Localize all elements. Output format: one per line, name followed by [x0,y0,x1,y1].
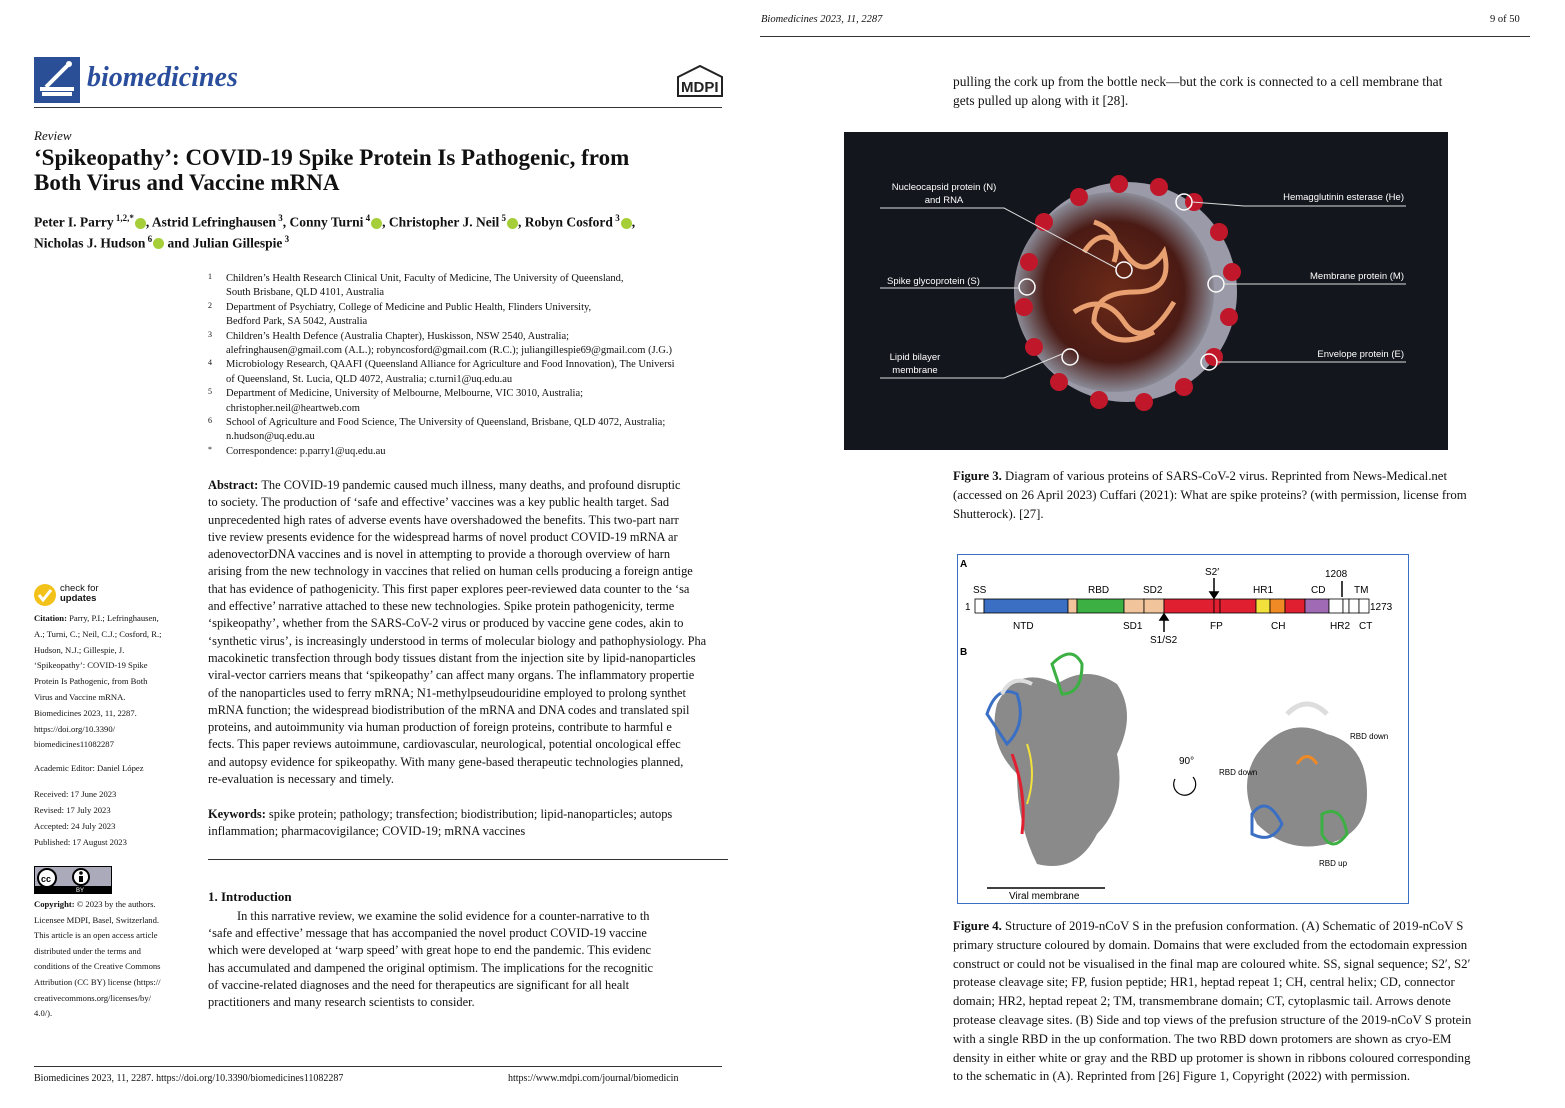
keywords-label: Keywords: [208,807,269,821]
label-hemagglutinin: Hemagglutinin esterase (He) [1283,192,1404,203]
footer-citation[interactable]: Biomedicines 2023, 11, 2287. https://doi.org/10.3390/biomedicines11082287 [34,1073,344,1084]
affiliation-text: Children’s Health Defence (Australia Chapter), Huskisson, NSW 2540, Australia; [226,330,570,342]
figure-4-spike-structure [957,554,1409,904]
intro-line: of vaccine-related diagnoses and the need for therapeutics are significant for all healt [208,977,630,992]
abstract-line: mRNA function; the widespread biodistribution of the mRNA and DNA codes and translated spil [208,702,690,717]
body-line: gets pulled up along with it [28]. [953,92,1129,108]
orcid-icon[interactable] [371,218,382,229]
affiliation-number: 3 [208,329,212,339]
caption-line: domain; HR2, heptad repeat 2; TM, transmembrane domain; CT, cytoplasmic tail. Arrows denote [953,994,1451,1009]
publisher-logo [676,65,736,97]
check-updates-line: check for [60,583,99,594]
citation-line: Biomedicines 2023, 11, 2287. [34,707,137,718]
intro-heading: 1. Introduction [208,889,292,904]
figure-4-caption [953,917,1530,1086]
abstract-line: unprecedented high rates of adverse events have overshadowed the benefits. This two-part narr [208,512,679,527]
citation-line: Virus and Vaccine mRNA. [34,691,126,702]
citation-block [34,611,192,777]
intro-line: practitioners and many research scientists to consider. [208,995,475,1010]
copyright-line: 4.0/). [34,1008,53,1019]
orcid-icon[interactable] [135,218,146,229]
abstract-line: ‘synthetic virus’, is increasingly understood in terms of molecular biology and pathophysiology. Pha [208,633,707,648]
affiliation-line [208,430,728,444]
figure-3-virus-diagram [844,132,1448,450]
abstract-line: fects. This paper reviews autoimmune, cardiovascular, neurological, potential oncological effec [208,737,681,752]
affiliation-text: South Brisbane, QLD 4101, Australia [226,287,385,299]
label-s2prime: S2′ [1205,567,1220,578]
body-line: pulling the cork up from the bottle neck—but the cork is connected to a cell membrane that [953,74,1443,89]
panel-a-label: A [960,559,968,570]
rotation-label: 90° [1179,756,1195,767]
abstract-line: re-evaluation is necessary and timely. [208,772,395,787]
abstract-line: tive review presents evidence for the widespread harms of novel product COVID-19 mRNA ar [208,529,678,544]
viral-membrane-label: Viral membrane [1009,891,1080,902]
author-name: Astrid Lefringhausen [151,214,276,230]
affiliation-number: 2 [208,300,212,310]
label-spike: Spike glycoprotein (S) [887,276,980,287]
abstract-line: macokinetic transfection through body tissues distant from the injection site by lipid-nanoparticles [208,650,696,665]
affiliation-text: Department of Medicine, University of Melbourne, Melbourne, VIC 3010, Australia; [226,388,584,400]
label-s1s2: S1/S2 [1150,635,1178,646]
label-cd: CD [1311,585,1326,596]
affiliation-text: Department of Psychiatry, College of Medicine and Public Health, Flinders University, [226,301,592,313]
journal-name: biomedicines [87,62,238,93]
caption-line: (accessed on 26 April 2023) Cuffari (2021): What are spike proteins? (with permission, license from [953,488,1467,502]
author-name: Julian Gillespie [192,235,283,250]
affiliation-line [208,416,728,430]
caption-line: Shutterock). [27]. [953,507,1044,521]
title-line: ‘Spikeopathy’: COVID-19 Spike Protein Is Pathogenic, from [34,145,630,170]
svg-text:cc: cc [41,874,52,884]
caption-label: Figure 3. [953,469,1002,483]
affiliation-line [208,402,728,416]
orcid-icon[interactable] [153,238,164,249]
affiliation-text: alefringhausen@gmail.com (A.L.); robyncosford@gmail.com (R.C.); juliangillespie69@gmail.com (J.G.) [226,345,672,357]
abstract-label: Abstract: [208,478,262,492]
label-tm: TM [1354,585,1369,596]
abstract-line: that has evidence of pathogenicity. This first paper explores peer-reviewed data counter to the ‘sa [208,581,690,596]
label-hr1: HR1 [1253,585,1274,596]
citation-label: Citation: [34,613,70,623]
author-affil-marker: 4 [363,213,371,223]
citation-line: ‘Spikeopathy’: COVID-19 Spike [34,660,148,671]
domain-end: 1273 [1370,602,1393,613]
affiliation-number: 6 [208,416,212,426]
author-affil-marker: 3 [282,233,290,244]
author-name: Robyn Cosford [524,214,613,230]
affiliations [208,272,728,459]
author-name: Peter I. Parry [34,214,114,230]
date-line: Revised: 17 July 2023 [34,805,111,815]
intro-line: ‘safe and effective’ message that has accompanied the novel product COVID-19 vaccine [208,926,647,941]
abstract-line: and effective’ narrative attached to these new technologies. Spike protein pathogenicity, terme [208,599,675,614]
svg-text:BY: BY [76,888,85,893]
abstract-line: and autopsy evidence for spikeopathy. With many gene-based therapeutic technologies planned, [208,754,684,769]
label-hr2: HR2 [1330,621,1351,632]
caption-line: with a single RBD in the up conformation. The two RBD down protomers are shown as cryo-EM [953,1031,1452,1046]
copyright-block [34,897,192,1022]
figure-3-caption [953,467,1530,524]
caption-line: Figure 4. Structure of 2019-nCoV S in the prefusion conformation. (A) Schematic of 2019-nCoV S [953,919,1464,933]
date-block [34,786,127,850]
label-lipid-membrane: membrane [892,365,938,376]
label-sd2: SD2 [1143,585,1163,596]
affiliation-line [208,373,728,387]
affiliation-line [208,272,728,286]
date-line: Received: 17 June 2023 [34,789,117,799]
affiliation-line [208,445,728,459]
left-page [0,0,760,1108]
author-name: Christopher J. Neil [388,214,500,230]
caption-line: to the schematic in (A). Reprinted from [26] Figure 1, Copyright (2022) with permission. [953,1069,1411,1084]
cc-by-license-icon[interactable] [34,866,112,894]
affiliation-number: 4 [208,358,212,368]
right-page [760,0,1565,1108]
title-line: Both Virus and Vaccine mRNA [34,170,340,195]
keywords-line: inflammation; pharmacovigilance; COVID-19; mRNA vaccines [208,824,526,839]
affiliation-line [208,330,728,344]
author-affil-marker: 3 [612,213,620,223]
affiliation-text: christopher.neil@heartweb.com [226,402,360,414]
label-ct: CT [1359,621,1373,632]
check-updates-link[interactable] [60,584,99,604]
affiliation-line [208,344,728,358]
domain-start: 1 [965,602,971,613]
citation-line: A.; Turni, C.; Neil, C.J.; Cosford, R.; [34,628,162,639]
copyright-line: distributed under the terms and [34,945,141,956]
label-membrane-protein: Membrane protein (M) [1310,271,1404,282]
caption-line: protease cleavage sites. (B) Side and top views of the prefusion structure of the 2019-nCoV S protein [953,1012,1472,1027]
paper-title [34,145,724,195]
affiliation-number: 5 [208,387,212,397]
rbd-down-label-2: RBD down [1219,768,1258,777]
affiliation-line [208,286,728,300]
label-ch: CH [1271,621,1286,632]
affiliation-line [208,358,728,372]
abstract-line: of the nanoparticles used to ferry mRNA; N1-methylpseudouridine employed to prolong synthet [208,685,686,700]
affiliation-number: 1 [208,272,212,281]
copyright-line: Attribution (CC BY) license (https:// [34,976,161,987]
author-name: Nicholas J. Hudson [34,235,146,250]
header-rule [34,107,722,108]
affiliation-text: of Queensland, St. Lucia, QLD 4072, Australia; c.turni1@uq.edu.au [226,373,513,385]
label-1208: 1208 [1325,569,1348,580]
affiliation-text: Correspondence: p.parry1@uq.edu.au [226,445,386,457]
author-affil-marker: 1,2,* [113,213,134,223]
affiliation-line [208,387,728,401]
domain-schematic [975,599,1369,613]
intro-line: which were developed at ‘warp speed’ with great hope to end the pandemic. This evidenc [208,943,652,958]
journal-logo-icon [34,57,80,103]
label-ss: SS [973,585,987,596]
copyright-line: This article is an open access article [34,930,158,941]
affiliation-line [208,315,728,329]
copyright-label: Copyright: [34,899,77,909]
citation-line: biomedicines11082287 [34,739,114,750]
header-rule [760,36,1530,37]
author-affil-marker: 5 [499,213,507,223]
caption-line: primary structure coloured by domain. Domains that were excluded from the ectodomain expression [953,937,1468,952]
abstract-line: ‘spikeopathy’, whether from the SARS-CoV-2 virus or produced by vaccine gene codes, akin to [208,616,684,631]
caption-line: protease cleavage site; FP, fusion peptide; HR1, heptad repeat 1; CH, central helix; CD, connector [953,975,1455,990]
running-head: Biomedicines 2023, 11, 2287 [761,14,883,25]
check-updates-line: updates [60,593,97,604]
abstract-line: viral-vector carriers means that ‘spikeopathy’ can affect many organs. The inflammatory propertie [208,668,695,683]
body-text [953,73,1530,110]
check-updates-icon[interactable] [34,584,56,606]
label-rbd: RBD [1088,585,1110,596]
panel-b-label: B [960,647,968,658]
abstract-line: Abstract: The COVID-19 pandemic caused much illness, many deaths, and profound disruptic [208,478,681,492]
label-fp: FP [1210,621,1223,632]
label-lipid: Lipid bilayer [889,352,941,363]
citation-line: Protein Is Pathogenic, from Both [34,676,148,687]
affiliation-text: Children’s Health Research Clinical Unit, Faculty of Medicine, The University of Queensland, [226,273,624,284]
footer-rule [34,1066,722,1067]
author-affil-marker: 6 [145,233,153,244]
affiliation-text: Bedford Park, SA 5042, Australia [226,316,368,328]
section-divider [208,859,728,860]
affiliation-text: Microbiology Research, QAAFI (Queensland Alliance for Agriculture and Food Innovation), The Universi [226,359,675,371]
label-sd1: SD1 [1123,621,1143,632]
author-list: Peter I. Parry $^{1,2,*}$ , Astrid Lefringhausen $^3$, Conny Turni $^4$ , Christopher J. Neil $^5$ , Robyn Cosford $^3$ , Nicholas J. Hudson $^6$ and Julian Gillespie $^3$ [34,213,636,250]
rbd-down-label: RBD down [1350,732,1389,741]
caption-line: construct or could not be visualised in the final map are coloured white. SS, signal sequence; S2′, S2′ [953,956,1471,971]
copyright-line: Licensee MDPI, Basel, Switzerland. [34,914,160,925]
intro-paragraph [208,908,728,1011]
publisher-name: MDPI [681,79,719,96]
author-affil-marker: 3 [276,213,283,223]
keywords [208,806,728,841]
affiliation-text: School of Agriculture and Food Science, The University of Queensland, Brisbane, QLD 4072, Australia; [226,417,666,429]
abstract-line: proteins, and autoimmunity via human production of foreign proteins, contribute to harmful e [208,720,672,735]
affiliation-number: * [208,444,212,454]
rbd-up-label: RBD up [1319,859,1348,868]
caption-label: Figure 4. [953,919,1002,933]
abstract-line: adenovectorDNA vaccines and is novel in attempting to provide a thorough overview of harn [208,547,671,562]
copyright-line: creativecommons.org/licenses/by/ [34,992,152,1003]
date-line: Published: 17 August 2023 [34,837,127,847]
citation-line: https://doi.org/10.3390/ [34,723,116,734]
article-type: Review [34,128,72,143]
citation-line: Hudson, N.J.; Gillespie, J. [34,644,125,655]
abstract [208,477,728,788]
orcid-icon[interactable] [507,218,518,229]
abstract-line: arising from the new technology in vaccines that relied on human cells producing a foreign antige [208,564,693,579]
author-name: Conny Turni [289,214,364,230]
citation-line: Citation: Parry, P.I.; Lefringhausen, [34,613,159,623]
label-ntd: NTD [1013,621,1034,632]
footer-journal-url[interactable]: https://www.mdpi.com/journal/biomedicin [508,1073,679,1084]
caption-line: Figure 3. Diagram of various proteins of SARS-CoV-2 virus. Reprinted from News-Medical.net [953,469,1448,483]
keywords-line: Keywords: spike protein; pathology; transfection; biodistribution; lipid-nanoparticles; autops [208,807,673,821]
intro-line: has accumulated and dampened the original optimism. The implications for the recognitic [208,960,654,975]
academic-editor: Academic Editor: Daniel López [34,763,144,774]
affiliation-line [208,301,728,315]
label-envelope-protein: Envelope protein (E) [1317,349,1404,360]
intro-line: In this narrative review, we examine the solid evidence for a counter-narrative to th [237,909,650,923]
caption-line: density in either white or gray and the RBD up protomer is shown in ribbons coloured corresponding [953,1050,1471,1065]
orcid-icon[interactable] [621,218,632,229]
abstract-line: to society. The production of ‘safe and effective’ vaccines was a key public health target. Sad [208,495,670,510]
page-number: 9 of 50 [1490,14,1520,25]
label-nucleocapsid: Nucleocapsid protein (N) [891,182,997,193]
affiliation-text: n.hudson@uq.edu.au [226,431,315,443]
date-line: Accepted: 24 July 2023 [34,821,116,831]
copyright-line: conditions of the Creative Commons [34,961,161,972]
label-nucleocapsid-rna: and RNA [924,195,964,206]
copyright-line: Copyright: © 2023 by the authors. [34,899,156,909]
